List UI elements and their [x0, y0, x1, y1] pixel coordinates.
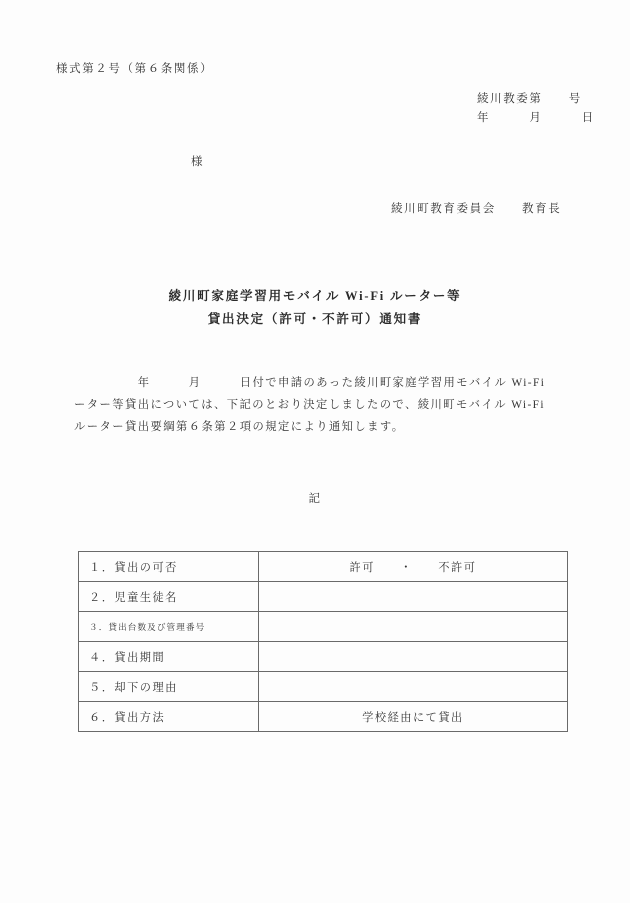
addressee-label: 様 — [191, 156, 205, 168]
document-date-label: 年 月 日 — [477, 112, 595, 124]
row-value[interactable] — [259, 612, 568, 642]
body-line: ーター等貸出については、下記のとおり決定しましたので、綾川町モバイル Wi-Fi — [74, 399, 546, 411]
body-line: 年 月 日付で申請のあった綾川町家庭学習用モバイル Wi-Fi — [74, 377, 546, 389]
row-value[interactable]: 学校経由にて貸出 — [259, 702, 568, 732]
row-label: ６．貸出方法 — [79, 702, 259, 732]
row-value[interactable] — [259, 582, 568, 612]
row-value[interactable] — [259, 642, 568, 672]
decision-table-body — [79, 552, 568, 732]
row-value[interactable] — [259, 672, 568, 702]
document-title-line-1: 綾川町家庭学習用モバイル Wi-Fi ルーター等 — [168, 289, 462, 303]
table-row — [79, 582, 568, 612]
table-row — [79, 552, 568, 582]
table-row — [79, 612, 568, 642]
form-number-label: 様式第２号（第６条関係） — [56, 63, 214, 75]
row-label: １．貸出の可否 — [79, 552, 259, 582]
row-label: ５．却下の理由 — [79, 672, 259, 702]
issuer-label: 綾川町教育委員会 教育長 — [391, 203, 562, 215]
row-value[interactable]: 許可 ・ 不許可 — [259, 552, 568, 582]
table-row — [79, 702, 568, 732]
body-paragraph — [74, 372, 566, 438]
ki-mark-label: 記 — [308, 493, 322, 505]
document-number-label: 綾川教委第 号 — [477, 93, 582, 105]
table-row — [79, 672, 568, 702]
table-row — [79, 642, 568, 672]
row-label: ４．貸出期間 — [79, 642, 259, 672]
document-title-line-2: 貸出決定（許可・不許可）通知書 — [207, 312, 423, 326]
decision-table — [78, 551, 568, 732]
body-line: ルーター貸出要綱第６条第２項の規定により通知します。 — [74, 421, 405, 433]
row-label: ２．児童生徒名 — [79, 582, 259, 612]
row-label: ３．貸出台数及び管理番号 — [79, 612, 259, 642]
